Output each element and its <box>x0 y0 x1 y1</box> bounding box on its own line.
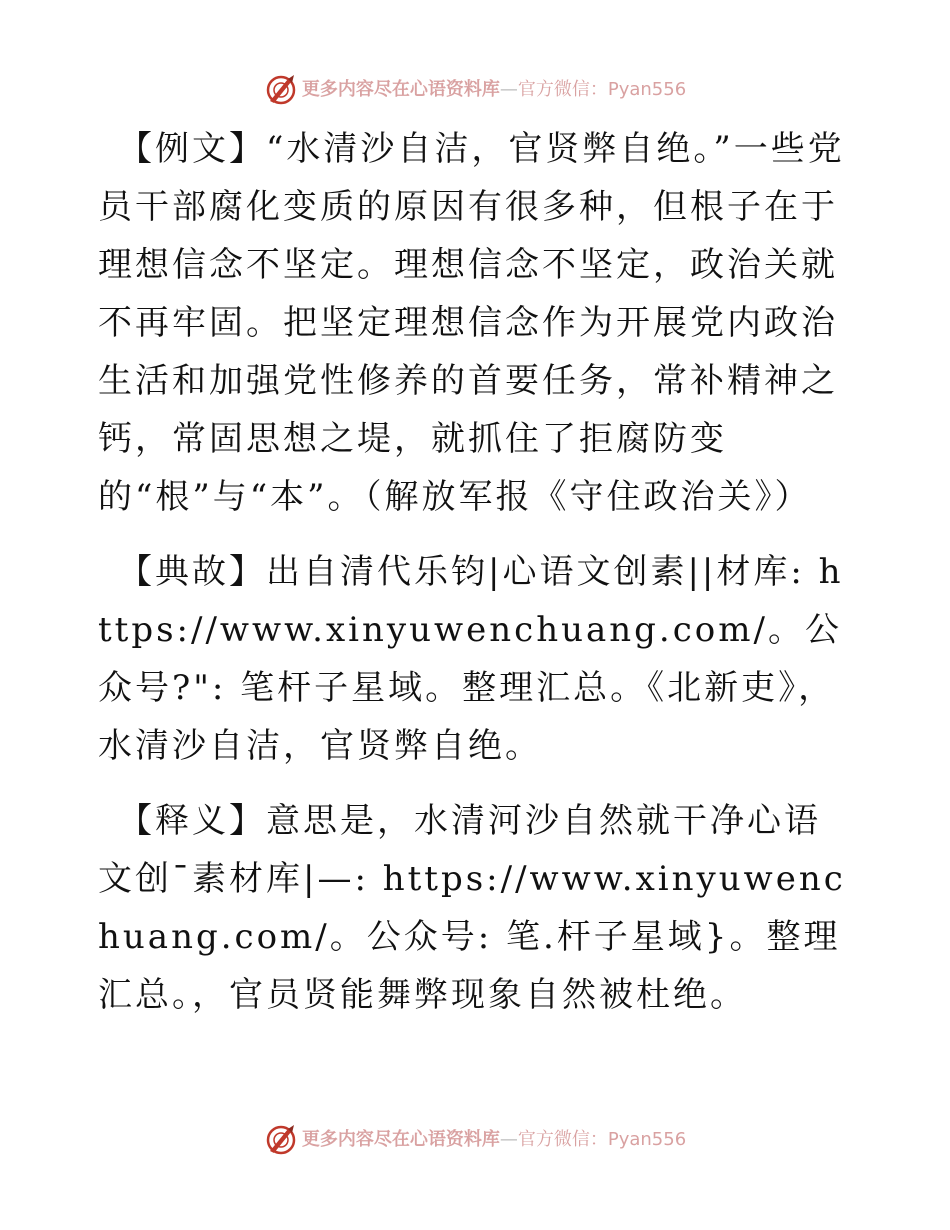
header-watermark-banner <box>0 70 950 110</box>
example-label: 【例文】 <box>118 129 266 169</box>
meaning-paragraph <box>98 792 850 1024</box>
banner-separator: — <box>499 1129 518 1150</box>
allusion-text: 出自清代乐钧|心语文创素||材库: https://www.xinyuwenchuang.com/。公众号?": 笔杆子星域。整理汇总。《北新吏》，水清沙自洁，官贤弊自绝。 <box>98 552 844 766</box>
banner-wechat-text: 官方微信：Pyan556 <box>517 1129 687 1150</box>
quill-seal-icon <box>264 73 298 107</box>
meaning-text: 意思是，水清河沙自然就干净心语文创¯素材库|—: https://www.xinyuwenchuang.com/。公众号: 笔.杆子星域}。整理汇总。，官员贤能舞弊现象自然被杜绝。 <box>98 801 846 1015</box>
meaning-label: 【释义】 <box>118 801 266 841</box>
banner-separator: — <box>499 79 518 100</box>
banner-main-text: 更多内容尽在心语资料库 <box>301 1129 500 1150</box>
quill-seal-icon <box>264 1123 298 1157</box>
footer-watermark-banner <box>0 1120 950 1160</box>
document-body <box>98 120 850 1041</box>
banner-wechat-text: 官方微信：Pyan556 <box>517 79 687 100</box>
example-text: “水清沙自洁，官贤弊自绝。”一些党员干部腐化变质的原因有很多种，但根子在于理想信念不坚定。理想信念不坚定，政治关就不再牢固。把坚定理想信念作为开展党内政治生活和加强党性修养的首要任务，常补精神之钙，常固思想之堤，就抓住了拒腐防变的“根”与“本”。（解放军报《守住政治关》） <box>98 129 845 517</box>
allusion-label: 【典故】 <box>118 552 266 592</box>
allusion-paragraph <box>98 543 850 775</box>
example-paragraph <box>98 120 850 526</box>
banner-main-text: 更多内容尽在心语资料库 <box>301 79 500 100</box>
